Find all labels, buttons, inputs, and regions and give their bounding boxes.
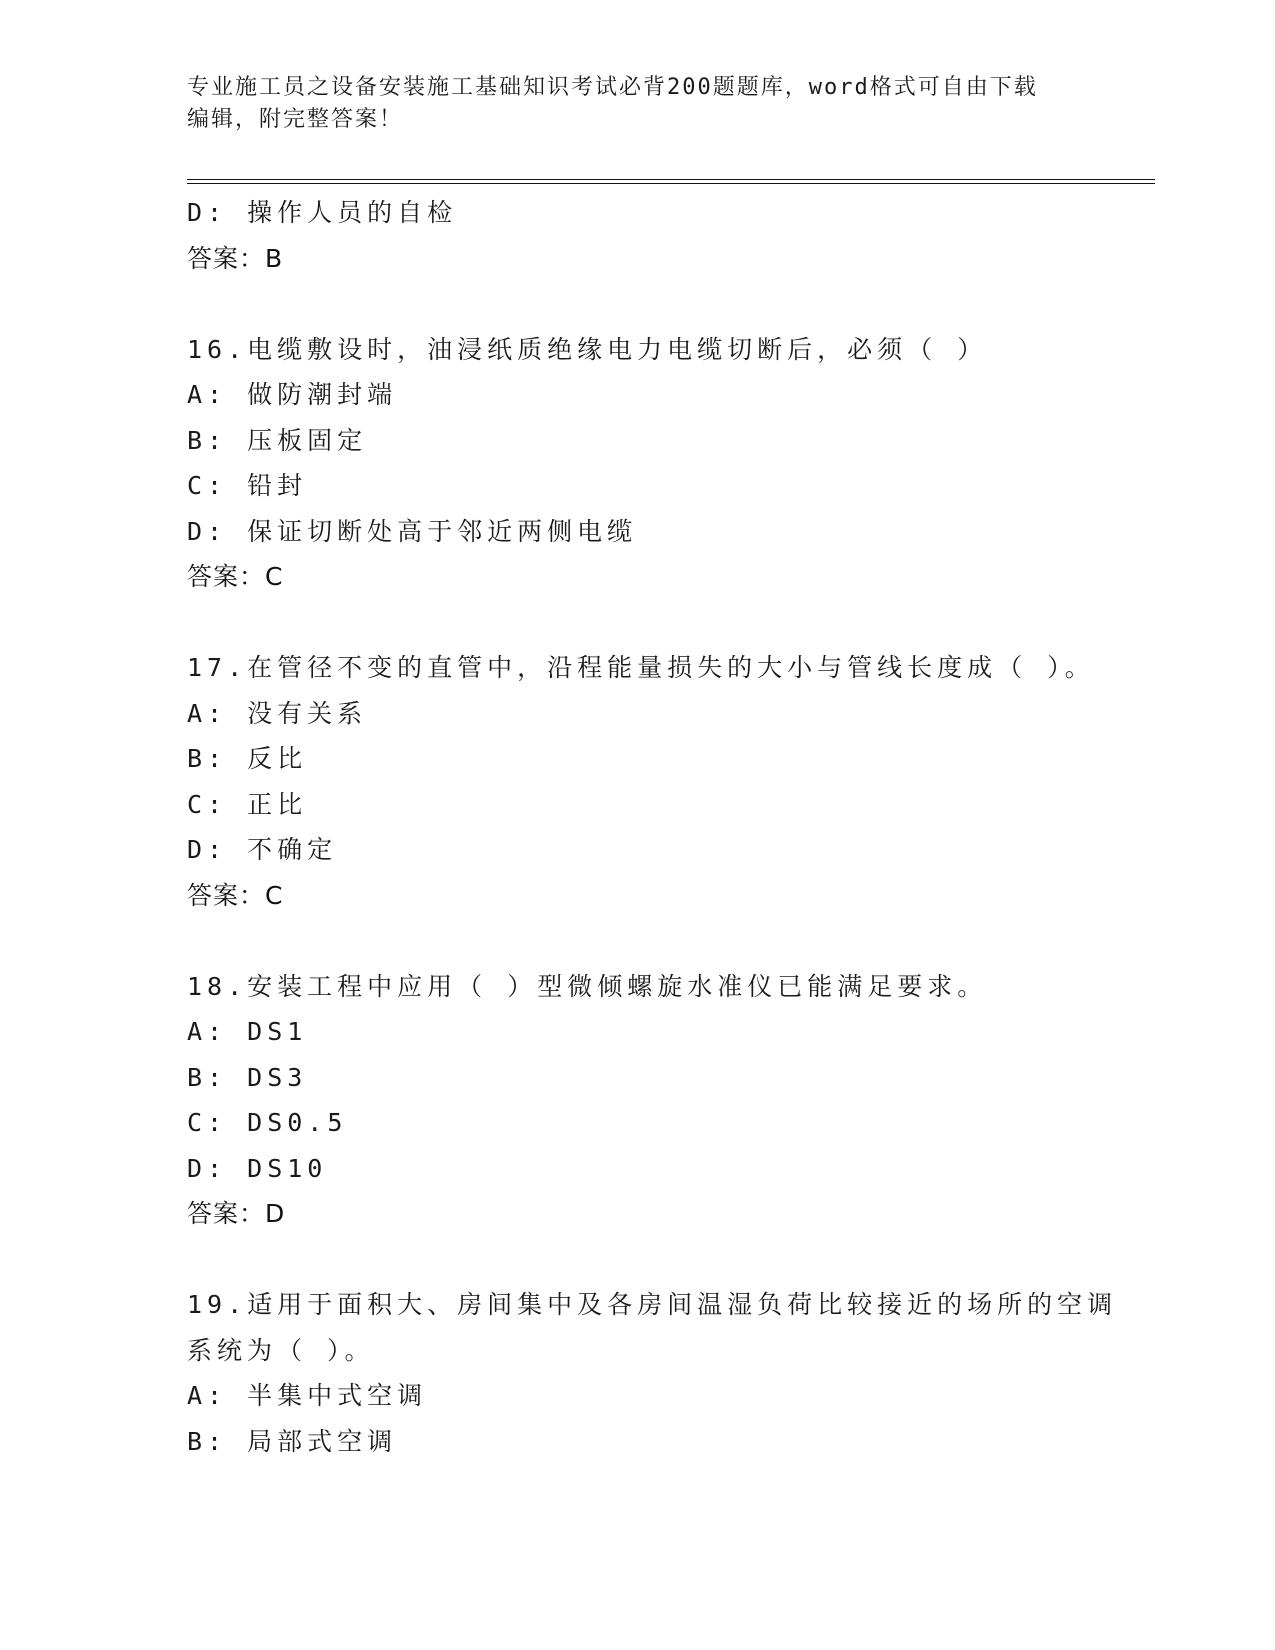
option-a: A: 做防潮封端	[187, 380, 398, 409]
header-divider-bottom	[187, 183, 1155, 184]
option-b: B: 反比	[187, 744, 308, 773]
header-title-line-1: 专业施工员之设备安装施工基础知识考试必背200题题库，word格式可自由下载	[187, 75, 1038, 100]
answer-line: 答案：B	[187, 243, 284, 273]
option-a: A: 没有关系	[187, 698, 368, 728]
option-d: D: 不确定	[187, 835, 338, 864]
option-c: C: DS0.5	[187, 1108, 348, 1137]
option-b: B: 局部式空调	[187, 1426, 398, 1456]
question-stem: 17.在管径不变的直管中，沿程能量损失的大小与管线长度成（ ）。	[187, 653, 1095, 682]
answer-line: 答案：D	[187, 1199, 286, 1228]
option-b: B: DS3	[187, 1062, 308, 1092]
question-15-tail	[187, 190, 1147, 281]
option-a: A: 半集中式空调	[187, 1381, 428, 1410]
option-b: B: 压板固定	[187, 425, 368, 455]
question-19	[187, 1282, 1147, 1464]
question-stem: 16.电缆敷设时，油浸纸质绝缘电力电缆切断后，必须（ ）	[187, 334, 988, 364]
question-stem: 18.安装工程中应用（ ）型微倾螺旋水准仪已能满足要求。	[187, 971, 988, 1001]
document-header	[187, 72, 1067, 136]
header-title-line-2: 编辑，附完整答案！	[187, 107, 404, 132]
question-list	[187, 190, 1147, 1464]
option-c: C: 铅封	[187, 471, 308, 500]
option-d: D: DS10	[187, 1153, 328, 1183]
question-16	[187, 327, 1147, 600]
option-d: D: 操作人员的自检	[187, 198, 458, 227]
option-d: D: 保证切断处高于邻近两侧电缆	[187, 516, 638, 546]
question-stem: 19.适用于面积大、房间集中及各房间温湿负荷比较接近的场所的空调	[187, 1290, 1118, 1319]
option-a: A: DS1	[187, 1017, 308, 1046]
header-divider-top	[187, 179, 1155, 180]
question-17	[187, 645, 1147, 918]
question-stem-continued: 系统为（ ）。	[187, 1335, 375, 1365]
spacer	[187, 918, 1147, 964]
question-18	[187, 964, 1147, 1237]
answer-line: 答案：C	[187, 880, 284, 910]
option-c: C: 正比	[187, 789, 308, 819]
answer-line: 答案：C	[187, 562, 284, 591]
spacer	[187, 281, 1147, 327]
spacer	[187, 1237, 1147, 1283]
spacer	[187, 600, 1147, 646]
